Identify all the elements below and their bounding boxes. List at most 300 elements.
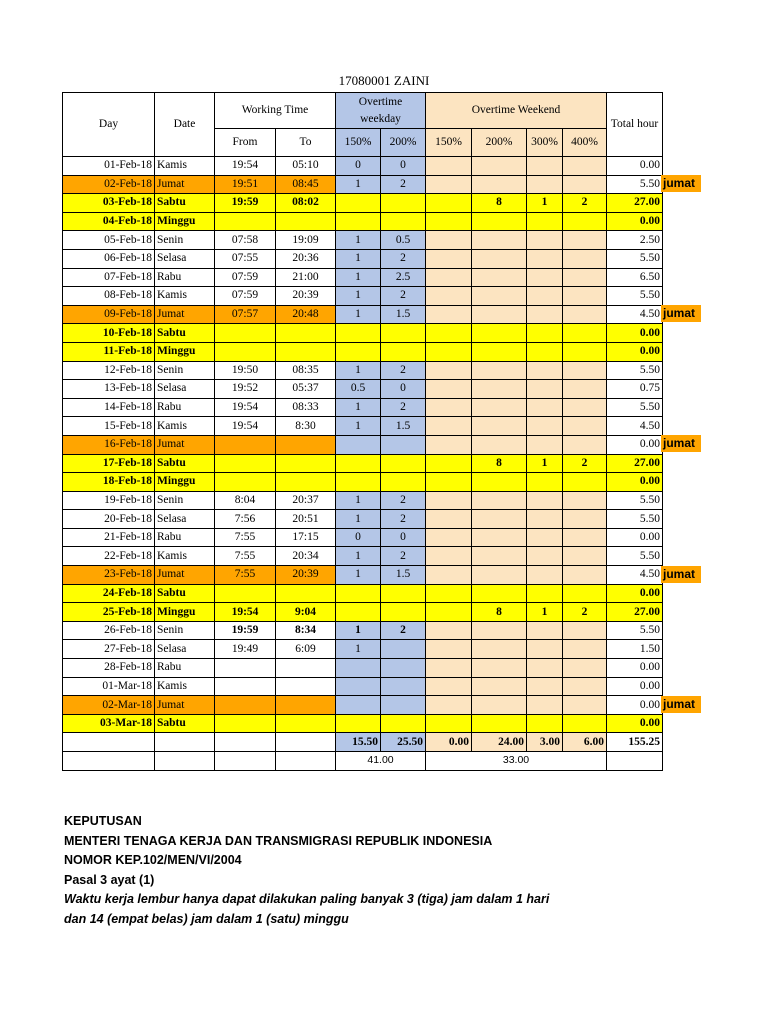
cell-day: 03-Feb-18 (63, 194, 155, 213)
cell-we-400 (563, 491, 607, 510)
table-row (63, 305, 663, 324)
cell-total: 5.50 (607, 491, 663, 510)
subtotal-empty-cell (63, 752, 155, 771)
cell-we-200 (472, 435, 527, 454)
cell-wd-200 (381, 584, 426, 603)
cell-date: Jumat (155, 305, 215, 324)
cell-we-200 (472, 342, 527, 361)
table-row (63, 566, 663, 585)
cell-total: 2.50 (607, 231, 663, 250)
cell-we-200 (472, 398, 527, 417)
table-row (63, 342, 663, 361)
jumat-tag: jumat (661, 696, 701, 713)
cell-wd-150: 1 (336, 287, 381, 306)
cell-wd-150: 1 (336, 491, 381, 510)
header-overtime-weekend: Overtime Weekend (426, 93, 607, 129)
cell-we-400 (563, 473, 607, 492)
cell-wd-200 (381, 640, 426, 659)
cell-we-150 (426, 696, 472, 715)
cell-to (276, 696, 336, 715)
cell-from: 19:49 (215, 640, 276, 659)
cell-to: 8:34 (276, 621, 336, 640)
cell-wd-200: 2 (381, 547, 426, 566)
cell-we-200 (472, 380, 527, 399)
cell-to: 8:30 (276, 417, 336, 436)
cell-we-300 (527, 417, 563, 436)
cell-date: Selasa (155, 510, 215, 529)
header-we-200: 200% (472, 129, 527, 157)
cell-we-150 (426, 157, 472, 176)
cell-we-400 (563, 157, 607, 176)
cell-day: 25-Feb-18 (63, 603, 155, 622)
cell-we-400 (563, 510, 607, 529)
cell-we-300 (527, 398, 563, 417)
cell-day: 19-Feb-18 (63, 491, 155, 510)
cell-we-300 (527, 305, 563, 324)
cell-to: 6:09 (276, 640, 336, 659)
cell-total: 0.00 (607, 435, 663, 454)
header-we-300: 300% (527, 129, 563, 157)
table-row (63, 473, 663, 492)
table-row (63, 380, 663, 399)
cell-wd-200 (381, 473, 426, 492)
cell-wd-150: 1 (336, 361, 381, 380)
cell-we-150 (426, 547, 472, 566)
header-total-hour: Total hour (607, 93, 663, 157)
cell-we-400 (563, 380, 607, 399)
cell-we-200 (472, 714, 527, 733)
cell-day: 08-Feb-18 (63, 287, 155, 306)
cell-day: 21-Feb-18 (63, 528, 155, 547)
cell-wd-150 (336, 324, 381, 343)
cell-wd-200: 2 (381, 287, 426, 306)
cell-we-400 (563, 640, 607, 659)
cell-we-300 (527, 380, 563, 399)
cell-wd-200: 2.5 (381, 268, 426, 287)
note-line-6: dan 14 (empat belas) jam dalam 1 (satu) minggu (64, 911, 349, 926)
cell-wd-150 (336, 473, 381, 492)
cell-from (215, 435, 276, 454)
cell-we-300 (527, 640, 563, 659)
table-row (63, 528, 663, 547)
cell-day: 20-Feb-18 (63, 510, 155, 529)
cell-wd-200: 0 (381, 157, 426, 176)
cell-we-150 (426, 305, 472, 324)
cell-we-400 (563, 714, 607, 733)
cell-date: Kamis (155, 287, 215, 306)
cell-to (276, 473, 336, 492)
cell-day: 26-Feb-18 (63, 621, 155, 640)
cell-we-200 (472, 231, 527, 250)
cell-total: 0.00 (607, 659, 663, 678)
jumat-tag: jumat (661, 305, 701, 322)
header-from: From (215, 129, 276, 157)
cell-wd-150: 1 (336, 268, 381, 287)
cell-we-300 (527, 677, 563, 696)
cell-total: 5.50 (607, 398, 663, 417)
cell-we-400 (563, 175, 607, 194)
table-row (63, 417, 663, 436)
cell-from: 19:52 (215, 380, 276, 399)
table-row (63, 584, 663, 603)
cell-total: 0.00 (607, 324, 663, 343)
cell-day: 02-Feb-18 (63, 175, 155, 194)
total-wd-200: 25.50 (381, 733, 426, 752)
cell-we-400 (563, 212, 607, 231)
cell-date: Rabu (155, 528, 215, 547)
cell-date: Minggu (155, 342, 215, 361)
cell-we-200: 8 (472, 194, 527, 213)
cell-we-400: 2 (563, 603, 607, 622)
cell-we-300 (527, 249, 563, 268)
cell-wd-150: 0 (336, 157, 381, 176)
cell-wd-200: 2 (381, 510, 426, 529)
cell-we-200 (472, 584, 527, 603)
cell-we-400 (563, 584, 607, 603)
cell-from (215, 714, 276, 733)
cell-total: 0.75 (607, 380, 663, 399)
cell-we-200 (472, 696, 527, 715)
cell-to: 08:02 (276, 194, 336, 213)
table-row (63, 157, 663, 176)
cell-from: 8:04 (215, 491, 276, 510)
cell-total: 5.50 (607, 621, 663, 640)
cell-day: 16-Feb-18 (63, 435, 155, 454)
cell-date: Sabtu (155, 714, 215, 733)
cell-we-150 (426, 435, 472, 454)
cell-we-300 (527, 361, 563, 380)
cell-from: 7:55 (215, 528, 276, 547)
cell-wd-200 (381, 603, 426, 622)
header-date: Date (155, 93, 215, 157)
cell-date: Sabtu (155, 324, 215, 343)
cell-date: Jumat (155, 696, 215, 715)
cell-we-200 (472, 212, 527, 231)
totals-empty-cell (215, 733, 276, 752)
table-row (63, 454, 663, 473)
cell-we-400 (563, 268, 607, 287)
cell-day: 17-Feb-18 (63, 454, 155, 473)
cell-wd-200: 2 (381, 249, 426, 268)
cell-to (276, 454, 336, 473)
cell-wd-200: 0 (381, 380, 426, 399)
subtotal-weekday: 41.00 (336, 752, 426, 771)
cell-from (215, 212, 276, 231)
cell-wd-150: 1 (336, 305, 381, 324)
cell-wd-200 (381, 194, 426, 213)
cell-date: Jumat (155, 566, 215, 585)
cell-wd-200 (381, 714, 426, 733)
cell-date: Rabu (155, 659, 215, 678)
cell-wd-200: 1.5 (381, 566, 426, 585)
table-row (63, 398, 663, 417)
cell-from: 07:59 (215, 268, 276, 287)
cell-we-300 (527, 157, 563, 176)
cell-day: 23-Feb-18 (63, 566, 155, 585)
cell-total: 5.50 (607, 361, 663, 380)
cell-we-300: 1 (527, 194, 563, 213)
cell-to: 08:33 (276, 398, 336, 417)
cell-from (215, 677, 276, 696)
cell-from: 19:59 (215, 194, 276, 213)
cell-we-200 (472, 640, 527, 659)
subtotal-empty-cell (607, 752, 663, 771)
header-wd-150: 150% (336, 129, 381, 157)
cell-wd-200 (381, 342, 426, 361)
cell-we-300 (527, 659, 563, 678)
table-row (63, 510, 663, 529)
cell-we-400 (563, 361, 607, 380)
cell-we-300: 1 (527, 454, 563, 473)
cell-from: 07:57 (215, 305, 276, 324)
cell-we-400 (563, 696, 607, 715)
cell-we-150 (426, 603, 472, 622)
cell-to (276, 324, 336, 343)
cell-we-400: 2 (563, 454, 607, 473)
cell-we-300 (527, 268, 563, 287)
cell-wd-150: 1 (336, 398, 381, 417)
cell-day: 01-Feb-18 (63, 157, 155, 176)
cell-we-300 (527, 231, 563, 250)
cell-date: Minggu (155, 603, 215, 622)
cell-to: 20:48 (276, 305, 336, 324)
header-overtime-weekday: Overtime weekday (336, 93, 426, 129)
cell-to: 08:35 (276, 361, 336, 380)
cell-we-200 (472, 175, 527, 194)
table-row (63, 175, 663, 194)
cell-to: 20:39 (276, 566, 336, 585)
cell-date: Sabtu (155, 454, 215, 473)
totals-empty-cell (276, 733, 336, 752)
table-row (63, 603, 663, 622)
cell-day: 15-Feb-18 (63, 417, 155, 436)
cell-date: Selasa (155, 640, 215, 659)
cell-day: 03-Mar-18 (63, 714, 155, 733)
cell-day: 01-Mar-18 (63, 677, 155, 696)
jumat-tag: jumat (661, 175, 701, 192)
cell-we-300 (527, 473, 563, 492)
cell-wd-150 (336, 194, 381, 213)
cell-total: 5.50 (607, 287, 663, 306)
cell-we-200 (472, 157, 527, 176)
cell-wd-150: 1 (336, 175, 381, 194)
cell-total: 0.00 (607, 714, 663, 733)
cell-we-150 (426, 473, 472, 492)
cell-wd-150: 1 (336, 249, 381, 268)
cell-we-400 (563, 677, 607, 696)
cell-we-150 (426, 380, 472, 399)
cell-wd-150: 1 (336, 231, 381, 250)
cell-from: 07:55 (215, 249, 276, 268)
cell-we-200 (472, 510, 527, 529)
note-line-3: NOMOR KEP.102/MEN/VI/2004 (64, 853, 242, 867)
cell-total: 4.50 (607, 305, 663, 324)
cell-total: 5.50 (607, 510, 663, 529)
cell-date: Senin (155, 621, 215, 640)
cell-we-200 (472, 621, 527, 640)
cell-we-200 (472, 361, 527, 380)
cell-we-300 (527, 287, 563, 306)
cell-wd-150 (336, 342, 381, 361)
cell-we-400 (563, 305, 607, 324)
cell-we-150 (426, 194, 472, 213)
cell-we-150 (426, 659, 472, 678)
table-totals (63, 733, 663, 770)
cell-we-150 (426, 342, 472, 361)
cell-to: 05:10 (276, 157, 336, 176)
cell-to: 20:51 (276, 510, 336, 529)
table-row (63, 714, 663, 733)
grand-total: 155.25 (607, 733, 663, 752)
table-row (63, 677, 663, 696)
total-we-400: 6.00 (563, 733, 607, 752)
cell-from: 19:51 (215, 175, 276, 194)
cell-date: Selasa (155, 380, 215, 399)
cell-we-200 (472, 324, 527, 343)
cell-wd-150 (336, 659, 381, 678)
cell-wd-200 (381, 435, 426, 454)
cell-we-150 (426, 491, 472, 510)
table-row (63, 361, 663, 380)
cell-we-150 (426, 324, 472, 343)
cell-date: Sabtu (155, 194, 215, 213)
header-we-150: 150% (426, 129, 472, 157)
cell-day: 22-Feb-18 (63, 547, 155, 566)
cell-wd-150 (336, 212, 381, 231)
cell-we-300 (527, 342, 563, 361)
cell-we-400 (563, 435, 607, 454)
cell-total: 4.50 (607, 566, 663, 585)
cell-wd-150 (336, 603, 381, 622)
cell-we-200 (472, 547, 527, 566)
cell-wd-150 (336, 584, 381, 603)
cell-from: 07:59 (215, 287, 276, 306)
cell-date: Selasa (155, 249, 215, 268)
cell-we-300 (527, 491, 563, 510)
cell-total: 6.50 (607, 268, 663, 287)
table-row (63, 640, 663, 659)
cell-we-300 (527, 621, 563, 640)
cell-wd-200: 0 (381, 528, 426, 547)
cell-date: Kamis (155, 417, 215, 436)
cell-from (215, 324, 276, 343)
cell-we-200: 8 (472, 454, 527, 473)
table-row (63, 231, 663, 250)
table-row (63, 194, 663, 213)
cell-we-150 (426, 510, 472, 529)
table-row (63, 547, 663, 566)
subtotal-empty-cell (215, 752, 276, 771)
cell-wd-150 (336, 454, 381, 473)
header-to: To (276, 129, 336, 157)
cell-date: Minggu (155, 473, 215, 492)
cell-we-400 (563, 547, 607, 566)
cell-total: 1.50 (607, 640, 663, 659)
cell-we-150 (426, 528, 472, 547)
cell-from (215, 584, 276, 603)
cell-we-150 (426, 287, 472, 306)
cell-wd-200 (381, 454, 426, 473)
cell-wd-150: 0.5 (336, 380, 381, 399)
table-row (63, 287, 663, 306)
cell-date: Senin (155, 361, 215, 380)
cell-day: 11-Feb-18 (63, 342, 155, 361)
cell-total: 0.00 (607, 584, 663, 603)
cell-to: 05:37 (276, 380, 336, 399)
cell-from: 19:54 (215, 603, 276, 622)
cell-we-300 (527, 696, 563, 715)
cell-from: 7:55 (215, 566, 276, 585)
cell-wd-200: 2 (381, 175, 426, 194)
cell-to (276, 714, 336, 733)
cell-from: 19:54 (215, 157, 276, 176)
cell-wd-150: 1 (336, 640, 381, 659)
cell-day: 09-Feb-18 (63, 305, 155, 324)
cell-we-200 (472, 473, 527, 492)
cell-day: 04-Feb-18 (63, 212, 155, 231)
cell-from: 19:59 (215, 621, 276, 640)
cell-wd-150: 0 (336, 528, 381, 547)
cell-we-400 (563, 231, 607, 250)
cell-wd-150 (336, 696, 381, 715)
total-wd-150: 15.50 (336, 733, 381, 752)
cell-wd-200 (381, 659, 426, 678)
cell-wd-150: 1 (336, 510, 381, 529)
cell-we-150 (426, 566, 472, 585)
table-row (63, 491, 663, 510)
cell-to (276, 212, 336, 231)
cell-we-150 (426, 212, 472, 231)
cell-wd-150: 1 (336, 417, 381, 436)
cell-to: 08:45 (276, 175, 336, 194)
cell-to (276, 435, 336, 454)
cell-total: 0.00 (607, 528, 663, 547)
cell-we-200 (472, 566, 527, 585)
cell-we-150 (426, 714, 472, 733)
cell-from (215, 454, 276, 473)
cell-we-400 (563, 417, 607, 436)
cell-date: Senin (155, 491, 215, 510)
cell-day: 27-Feb-18 (63, 640, 155, 659)
cell-we-150 (426, 361, 472, 380)
cell-we-300 (527, 584, 563, 603)
cell-total: 27.00 (607, 194, 663, 213)
cell-date: Senin (155, 231, 215, 250)
subtotal-weekend: 33.00 (426, 752, 607, 771)
cell-wd-200 (381, 677, 426, 696)
cell-day: 12-Feb-18 (63, 361, 155, 380)
cell-we-300: 1 (527, 603, 563, 622)
cell-day: 07-Feb-18 (63, 268, 155, 287)
cell-wd-150: 1 (336, 547, 381, 566)
cell-date: Jumat (155, 175, 215, 194)
cell-total: 0.00 (607, 696, 663, 715)
cell-we-400 (563, 621, 607, 640)
cell-wd-150: 1 (336, 621, 381, 640)
table-row (63, 212, 663, 231)
cell-total: 27.00 (607, 454, 663, 473)
cell-wd-200: 2 (381, 361, 426, 380)
totals-empty-cell (155, 733, 215, 752)
cell-total: 0.00 (607, 473, 663, 492)
cell-we-400 (563, 324, 607, 343)
cell-date: Kamis (155, 677, 215, 696)
cell-day: 06-Feb-18 (63, 249, 155, 268)
cell-date: Kamis (155, 547, 215, 566)
cell-we-200 (472, 417, 527, 436)
cell-date: Sabtu (155, 584, 215, 603)
cell-from (215, 659, 276, 678)
